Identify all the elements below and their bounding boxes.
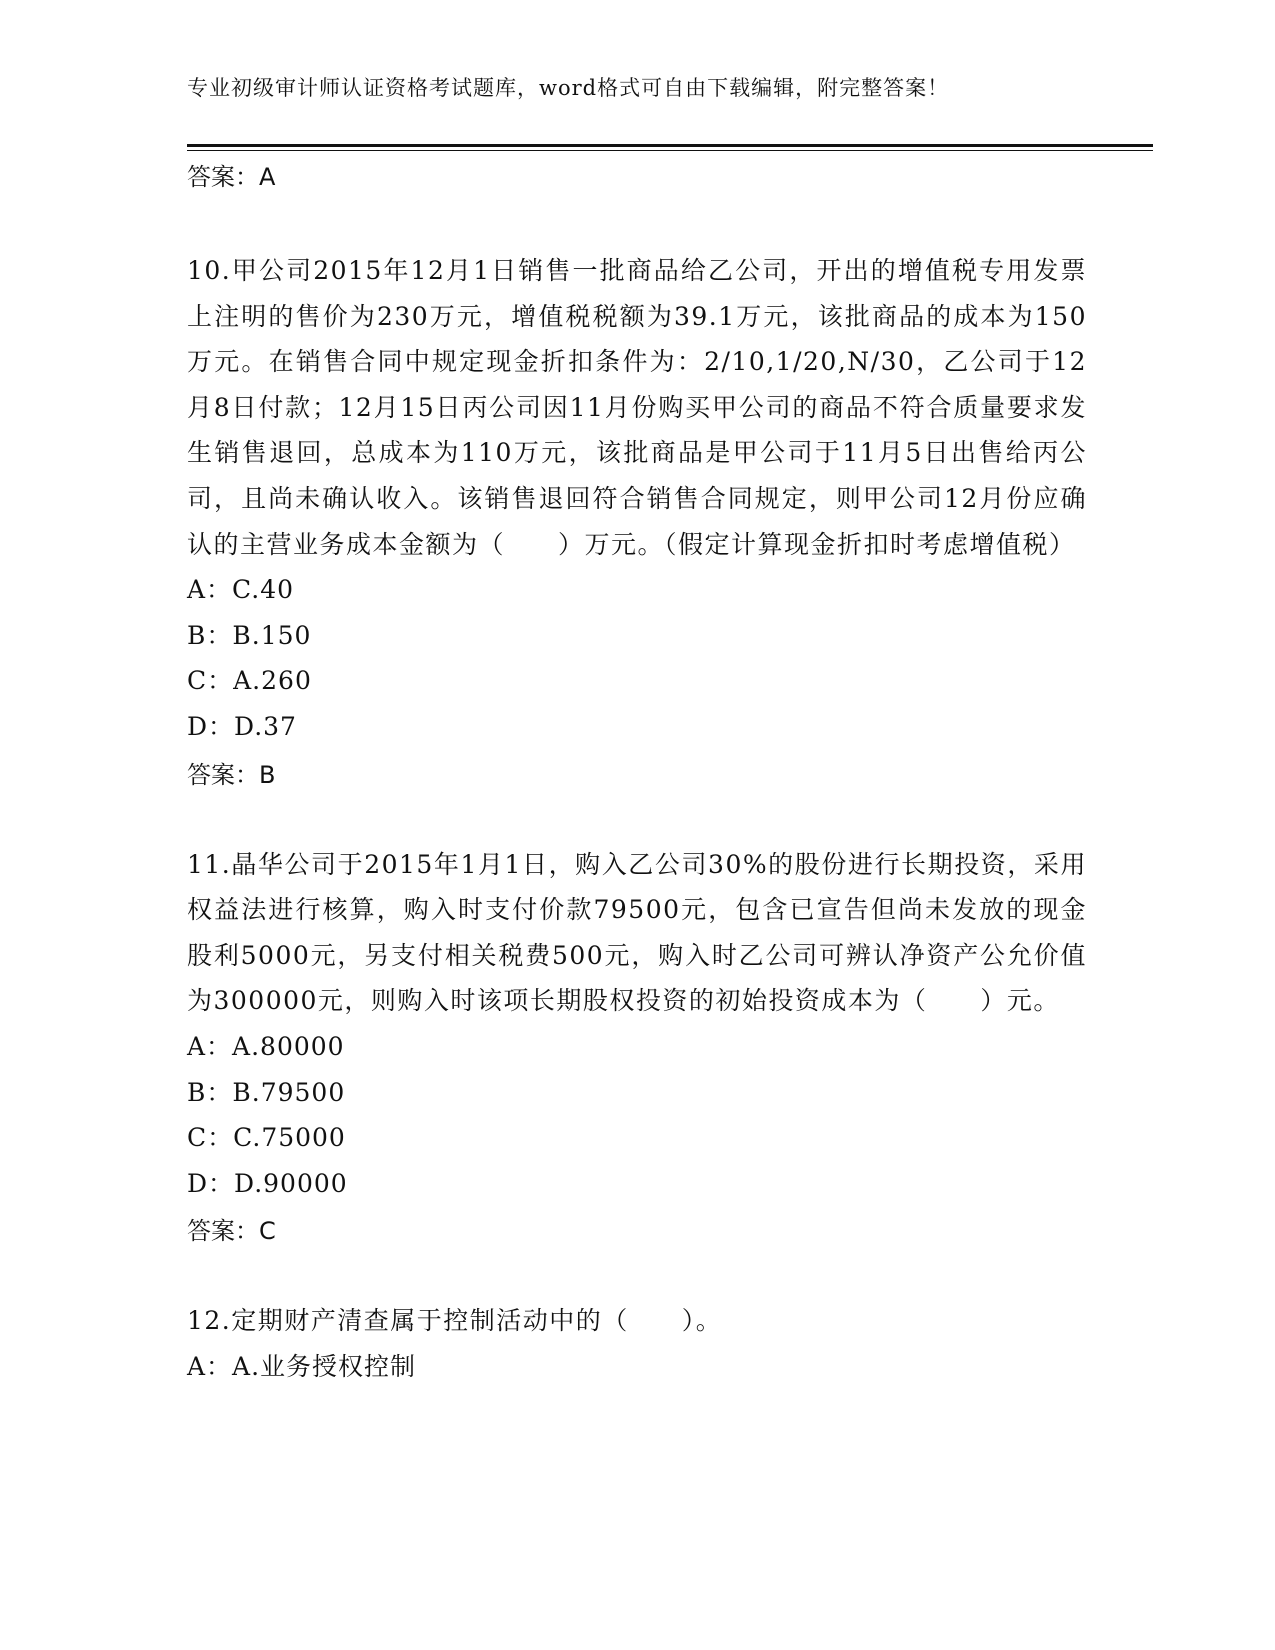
document-body	[187, 152, 1087, 1389]
option-c: C：A.260	[187, 666, 312, 696]
question-text: 12.定期财产清查属于控制活动中的（ ）。	[187, 1306, 723, 1336]
question-11	[187, 842, 1087, 1255]
page-header: 专业初级审计师认证资格考试题库，word格式可自由下载编辑，附完整答案！	[187, 76, 950, 100]
option-b: B：B.79500	[187, 1077, 346, 1107]
option-list	[187, 567, 1087, 749]
option-a: A：C.40	[187, 575, 295, 605]
option-c: C：C.75000	[187, 1123, 346, 1153]
option-b: B：B.150	[187, 620, 312, 650]
header-rule-thin	[187, 150, 1153, 151]
option-a: A：A.业务授权控制	[187, 1351, 417, 1381]
question-text: 11.晶华公司于2015年1月1日，购入乙公司30%的股份进行长期投资，采用权益法进行核算，购入时支付价款79500元，包含已宣告但尚未发放的现金股利5000元，另支付相关税费500元，购入时乙公司可辨认净资产公允价值为300000元，则购入时该项长期股权投资的初始投资成本为（ ）元。	[187, 849, 1087, 1016]
header-rule-thick	[187, 144, 1153, 147]
previous-answer: 答案：A	[187, 163, 276, 191]
question-10	[187, 248, 1087, 798]
option-a: A：A.80000	[187, 1031, 345, 1061]
option-d: D：D.90000	[187, 1168, 348, 1198]
option-d: D：D.37	[187, 711, 297, 741]
question-answer: 答案：C	[187, 1217, 276, 1246]
question-12	[187, 1298, 1087, 1389]
option-list	[187, 1024, 1087, 1206]
question-text: 10.甲公司2015年12月1日销售一批商品给乙公司，开出的增值税专用发票上注明的售价为230万元，增值税税额为39.1万元，该批商品的成本为150万元。在销售合同中规定现金折扣条件为：2/10,1/20,N/30，乙公司于12月8日付款；12月15日丙公司因11月份购买甲公司的商品不符合质量要求发生销售退回，总成本为110万元，该批商品是甲公司于11月5日出售给丙公司，且尚未确认收入。该销售退回符合销售合同规定，则甲公司12月份应确认的主营业务成本金额为（ ）万元。（假定计算现金折扣时考虑增值税）	[187, 256, 1087, 559]
option-list	[187, 1344, 1087, 1390]
question-answer: 答案：B	[187, 760, 276, 789]
